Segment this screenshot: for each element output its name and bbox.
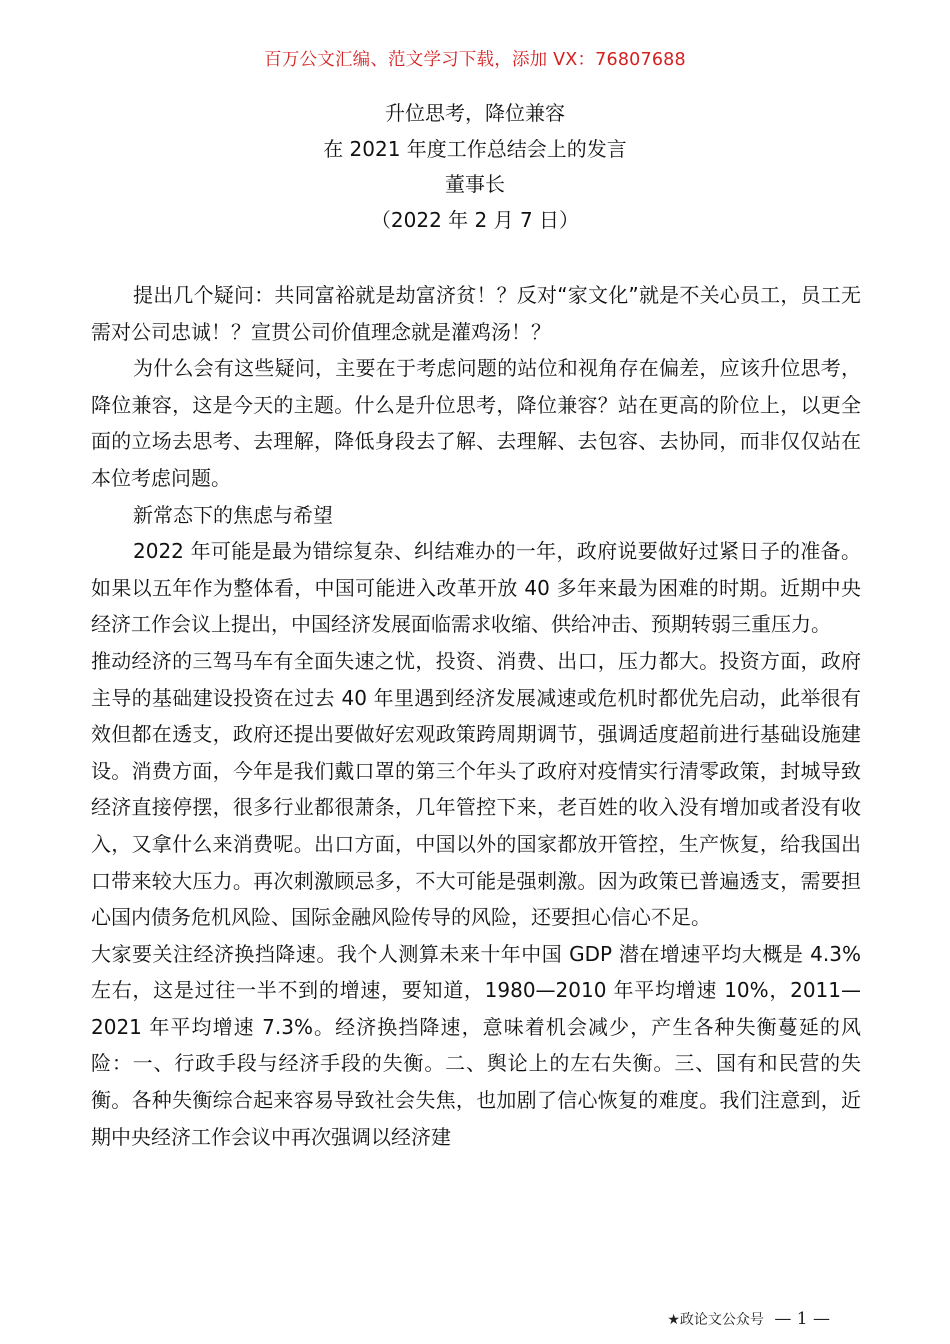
speech-title: 升位思考，降位兼容	[385, 101, 565, 125]
section-heading: 新常态下的焦虑与希望	[133, 502, 333, 527]
paragraph-growth-slowdown: 大家要关注经济换挡降速。我个人测算未来十年中国 GDP 潜在增速平均大概是 4.3%左右，这是过往一半不到的增速，要知道，1980—2010 年平均增速 10%，2011—2021 年平均增速 7.3%。经济换挡降速，意味着机会减少，产生各种失衡蔓延的风险：一、行政手段与经济手段的失衡。二、舆论上的左右失衡。三、国有和民营的失衡。各种失衡综合起来容易导致社会失焦，也加剧了信心恢复的难度。我们注意到，近期中央经济工作会议中再次强调以经济建	[91, 941, 861, 1149]
speech-subtitle: 在 2021 年度工作总结会上的发言	[323, 136, 627, 161]
paragraph-2022-outlook: 2022 年可能是最为错综复杂、纠结难办的一年，政府说要做好过紧日子的准备。如果以五年作为整体看，中国可能进入改革开放 40 多年来最为困难的时期。近期中央经济工作会议上提出，中国经济发展面临需求收缩、供给冲击、预期转弱三重压力。	[91, 539, 861, 637]
paragraph-theme: 为什么会有这些疑问，主要在于考虑问题的站位和视角存在偏差，应该升位思考，降位兼容，这是今天的主题。什么是升位思考，降位兼容？站在更高的阶位上，以更全面的立场去思考、去理解，降低身段去了解、去理解、去包容、去协同，而非仅仅站在本位考虑问题。	[91, 356, 861, 490]
speech-date: （2022 年 2 月 7 日）	[370, 207, 580, 232]
footer-source: ★政论文公众号	[667, 1312, 764, 1328]
paragraph-troika: 推动经济的三驾马车有全面失速之忧，投资、消费、出口，压力都大。投资方面，政府主导的基础建设投资在过去 40 年里遇到经济发展减速或危机时都优先启动，此举很有效但都在透支，政府还提出要做好宏观政策跨周期调节，强调适度超前进行基础设施建设。消费方面，今年是我们戴口罩的第三个年头了政府对疫情实行清零政策，封城导致经济直接停摆，很多行业都很萧条，几年管控下来，老百姓的收入没有增加或者没有收入，又拿什么来消费呢。出口方面，中国以外的国家都放开管控，生产恢复，给我国出口带来较大压力。再次刺激顾忌多，不大可能是强刺激。因为政策已普遍透支，需要担心国内债务危机风险、国际金融风险传导的风险，还要担心信心不足。	[91, 648, 861, 930]
title-block	[0, 96, 950, 238]
page-number: — 1 —	[774, 1309, 830, 1329]
body-text	[91, 277, 861, 1155]
download-banner: 百万公文汇编、范文学习下载，添加 VX：76807688	[264, 50, 686, 70]
speaker: 董事长	[445, 172, 505, 196]
page-footer	[667, 1309, 830, 1329]
paragraph-questions: 提出几个疑问：共同富裕就是劫富济贫！？反对“家文化”就是不关心员工，员工无需对公司忠诚！？宣贯公司价值理念就是灌鸡汤！？	[91, 283, 861, 344]
